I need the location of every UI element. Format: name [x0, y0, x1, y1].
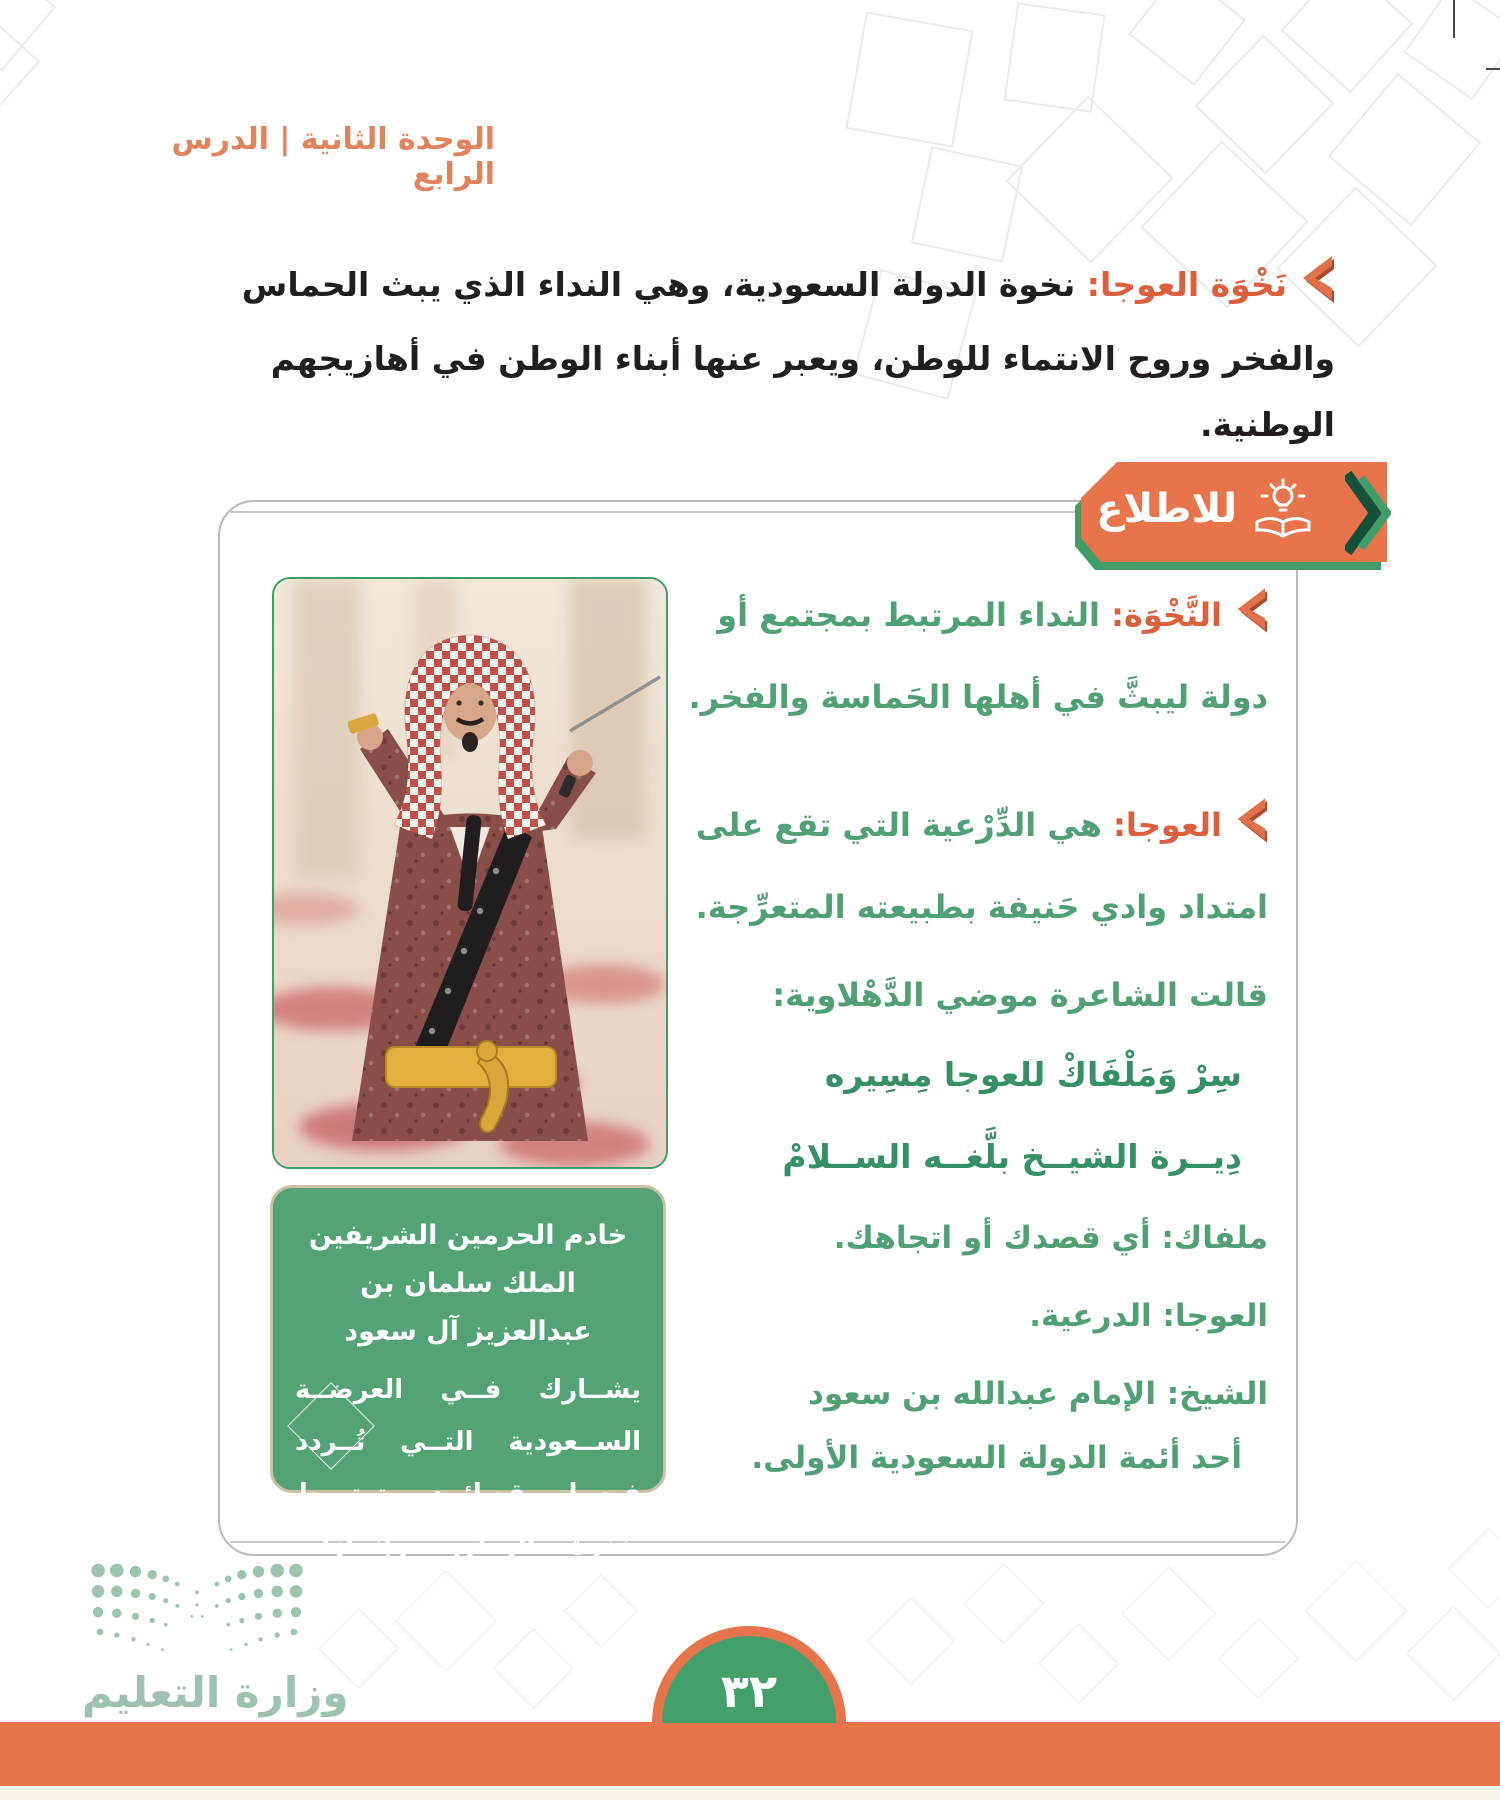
intro-text: نخوة الدولة السعودية، وهي النداء الذي يبث الحماس والفخر وروح الانتماء للوطن، ويعبر عنها أبناء الوطن في أهازيجهم الوطنية.: [241, 265, 1335, 444]
glossary-sheikh-cont: أحد أئمة الدولة السعودية الأولى.: [751, 1440, 1242, 1476]
crop-mark: [1486, 68, 1500, 70]
decor-square: [493, 1628, 574, 1709]
decor-square: [1448, 1528, 1500, 1609]
ministry-name-ar: وزارة التعليم: [82, 1668, 349, 1717]
decor-square: [1406, 1606, 1500, 1701]
caption-title-1: خادم الحرمين الشريفين: [308, 1220, 628, 1251]
info-tab: [1075, 462, 1387, 562]
definition-text: هي الدِّرْعية التي تقع على امتداد وادي حَنيفة بطبيعته المتعرِّجة.: [695, 806, 1268, 926]
double-chevron-icon: [1345, 470, 1391, 560]
lesson-breadcrumb: الوحدة الثانية | الدرس الرابع: [171, 122, 495, 192]
glossary-sheikh: الشيخ: الإمام عبدالله بن سعود: [808, 1376, 1268, 1412]
chevron-bullet-icon: [1234, 586, 1268, 660]
decor-square: [867, 1597, 955, 1685]
definition-nakhwa: [688, 578, 1268, 734]
caption-title-2: الملك سلمان بن عبدالعزيز آل سعود: [344, 1268, 592, 1347]
king-salman-ardah-photo: [272, 577, 668, 1169]
decor-square: [963, 1563, 1044, 1644]
verse-line-2: دِيــرة الشيــخ بلَّغــه الســلامْ: [782, 1137, 1242, 1176]
decor-square: [845, 11, 973, 147]
tab-label: للاطلاع: [1096, 486, 1237, 532]
definitions-column: [688, 578, 1268, 1486]
decor-square: [1121, 1566, 1216, 1661]
ministry-dots-icon: [82, 1643, 312, 1662]
page-edge: [0, 1786, 1500, 1800]
decor-square: [1038, 1623, 1119, 1704]
chevron-bullet-icon: [1299, 254, 1335, 326]
glossary-malfak: ملفاك: أي قصدك أو اتجاهك.: [833, 1220, 1268, 1256]
page-number-badge: ٣٢: [652, 1626, 846, 1723]
glossary-awja: العوجا: الدرعية.: [1029, 1298, 1268, 1334]
definition-awja: [688, 788, 1268, 944]
decor-square: [1305, 1560, 1407, 1662]
decor-square: [1005, 95, 1173, 263]
chevron-bullet-icon: [1234, 796, 1268, 870]
intro-paragraph: [200, 252, 1335, 458]
caption-body: يشــارك فــي العرضــة الســعودية التــي تُــردد فيهــا قصائــد ترتبــط بنخوة الوطن، وإنجازات مؤسِّسِــيه.: [295, 1375, 641, 1613]
intro-term: نَخْوَة العوجا:: [1086, 265, 1287, 304]
verse-line-1: سِرْ وَمَلْفَاكْ للعوجا مِسِيره: [824, 1055, 1242, 1094]
lamp-book-icon: [1251, 478, 1315, 548]
poet-intro: قالت الشاعرة موضي الدَّهْلاوية:: [772, 976, 1268, 1014]
decor-square: [1218, 1618, 1299, 1699]
decor-square: [911, 146, 1024, 262]
definition-text: النداء المرتبط بمجتمع أو دولة ليبثَّ في أهلها الحَماسة والفخر.: [688, 596, 1268, 716]
decor-square: [1004, 2, 1106, 112]
decor-square: [1404, 0, 1500, 100]
definition-term: العوجا:: [1113, 806, 1222, 844]
definition-term: النَّخْوَة:: [1111, 596, 1222, 634]
crop-mark: [1453, 0, 1455, 38]
